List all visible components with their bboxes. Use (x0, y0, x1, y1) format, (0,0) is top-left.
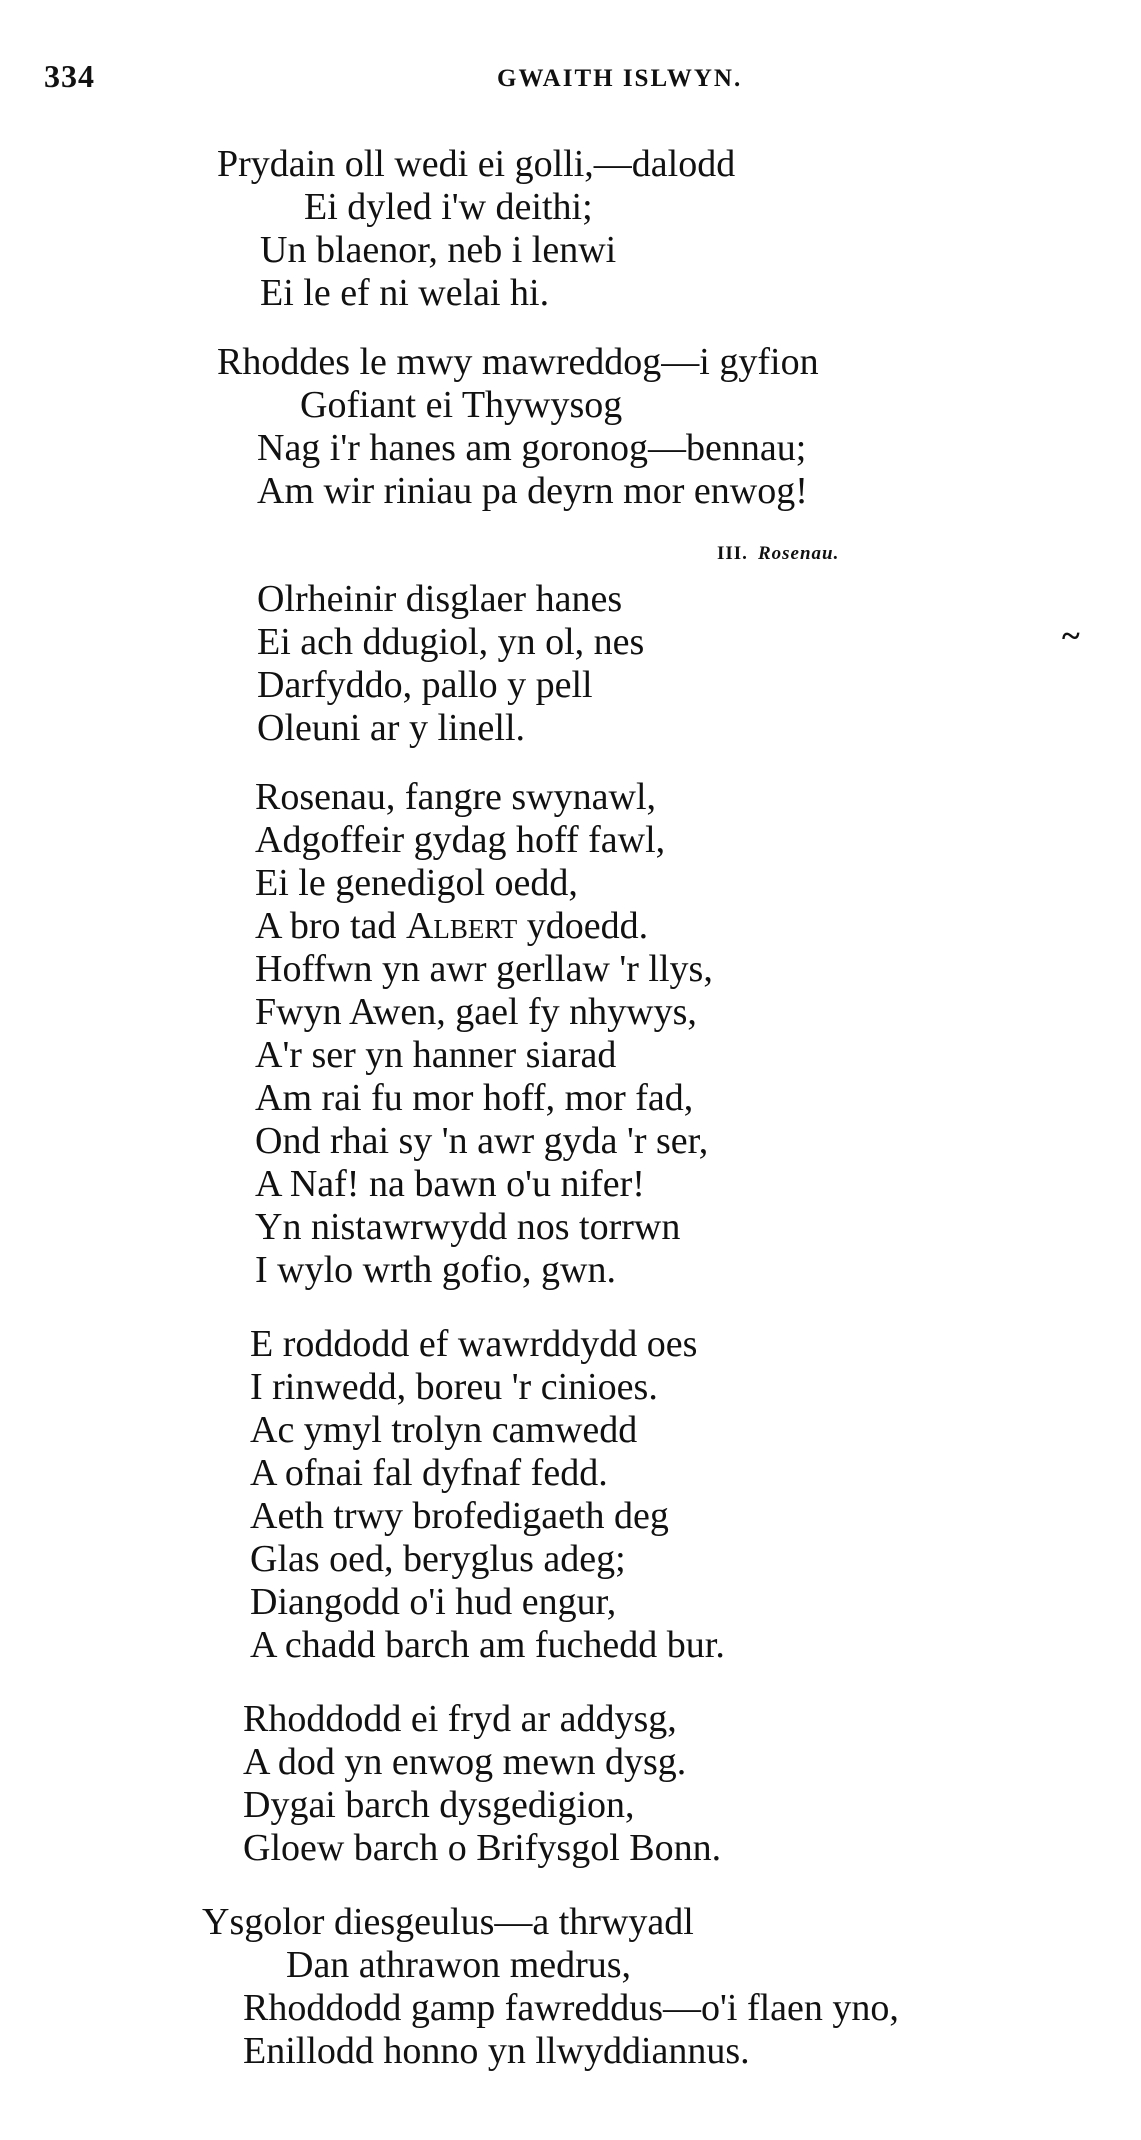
poem-line: Glas oed, beryglus adeg; (250, 1538, 626, 1580)
poem-line: Rhoddodd gamp fawreddus—o'i flaen yno, (243, 1987, 899, 2029)
poem-line: Ac ymyl trolyn camwedd (250, 1409, 638, 1451)
poem-line: Ei dyled i'w deithi; (304, 186, 593, 228)
poem-line: Adgoffeir gydag hoff fawl, (255, 819, 666, 861)
section-heading (717, 543, 839, 565)
poem-line: Yn nistawrwydd nos torrwn (255, 1206, 681, 1248)
poem-line: Am wir riniau pa deyrn mor enwog! (257, 470, 808, 512)
poem-line: Diangodd o'i hud engur, (250, 1581, 617, 1623)
poem-line: Nag i'r hanes am goronog—bennau; (257, 427, 807, 469)
section-numeral: III. (717, 543, 748, 564)
line-text: ydoedd. (517, 905, 649, 947)
poem-line (255, 904, 648, 948)
page-number: 334 (44, 58, 95, 94)
section-place: Rosenau. (757, 543, 840, 564)
poem-line: I wylo wrth gofio, gwn. (255, 1249, 616, 1291)
poem-line: Rosenau, fangre swynawl, (255, 776, 657, 818)
poem-line: Ei le ef ni welai hi. (260, 272, 550, 314)
running-title: GWAITH ISLWYN. (497, 65, 743, 92)
poem-line: Am rai fu mor hoff, mor fad, (255, 1077, 694, 1119)
poem-line: Prydain oll wedi ei golli,—dalodd (217, 143, 736, 185)
poem-line: Un blaenor, neb i lenwi (260, 229, 617, 271)
poem-line: Darfyddo, pallo y pell (257, 664, 593, 706)
poem-line: Hoffwn yn awr gerllaw 'r llys, (255, 948, 713, 990)
poem-line: E roddodd ef wawrddydd oes (250, 1323, 698, 1365)
poem-line: Ond rhai sy 'n awr gyda 'r ser, (255, 1120, 709, 1162)
poem-line: A chadd barch am fuchedd bur. (250, 1624, 725, 1666)
poem-line: I rinwedd, boreu 'r cinioes. (250, 1366, 658, 1408)
poem-line: Fwyn Awen, gael fy nhywys, (255, 991, 697, 1033)
poem-line: Gofiant ei Thywysog (300, 384, 623, 426)
poem-line: Gloew barch o Brifysgol Bonn. (243, 1827, 722, 1869)
poem-line: Olrheinir disglaer hanes (257, 578, 623, 620)
poem-line: Rhoddes le mwy mawreddog—i gyfion (217, 341, 819, 383)
poem-line: A'r ser yn hanner siarad (255, 1034, 617, 1076)
line-text: A bro tad (255, 905, 406, 947)
poem-line: Oleuni ar y linell. (257, 707, 526, 749)
poem-line: A dod yn enwog mewn dysg. (243, 1741, 687, 1783)
poem-line: Rhoddodd ei fryd ar addysg, (243, 1698, 677, 1740)
poem-line: Ei ach ddugiol, yn ol, nes (257, 621, 645, 663)
poem-line: Ysgolor diesgeulus—a thrwyadl (202, 1901, 694, 1943)
poem-line: Aeth trwy brofedigaeth deg (250, 1495, 669, 1537)
poem-line: A ofnai fal dyfnaf fedd. (250, 1452, 608, 1494)
poem-line: Dan athrawon medrus, (286, 1944, 632, 1986)
poem-line: Ei le genedigol oedd, (255, 862, 578, 904)
poem-line: Enillodd honno yn llwyddiannus. (243, 2030, 750, 2072)
poem-line: Dygai barch dysgedigion, (243, 1784, 635, 1826)
poem-line: A Naf! na bawn o'u nifer! (255, 1163, 645, 1205)
margin-mark: ~ (1062, 618, 1080, 655)
proper-name-albert: Albert (405, 905, 518, 947)
